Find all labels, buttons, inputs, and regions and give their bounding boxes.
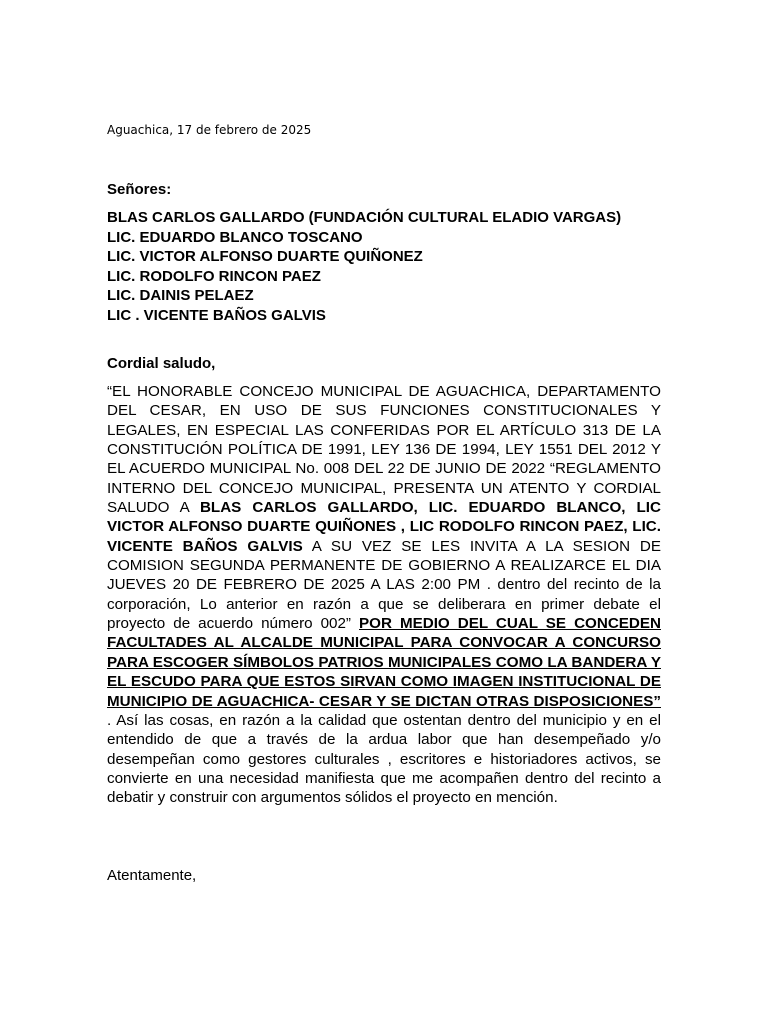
- recipients-list: [107, 208, 661, 325]
- recipient-line: LIC . VICENTE BAÑOS GALVIS: [107, 306, 326, 324]
- body-project-title: POR MEDIO DEL CUAL SE CONCEDEN FACULTADES AL ALCALDE MUNICIPAL PARA CONVOCAR A CONCURSO PARA ESCOGER SÍMBOLOS PATRIOS MUNICIPALES COMO LA BANDERA Y EL ESCUDO PARA QUE ESTOS SIRVAN COMO IMAGEN INSTITUCIONAL DE MUNICIPIO DE AGUACHICA- CESAR Y SE DICTAN OTRAS DISPOSICIONES”: [107, 615, 661, 710]
- recipient-line: LIC. RODOLFO RINCON PAEZ: [107, 267, 321, 285]
- body-intro: “EL HONORABLE CONCEJO MUNICIPAL DE AGUACHICA, DEPARTAMENTO DEL CESAR, EN USO DE SUS FUNCIONES CONSTITUCIONALES Y LEGALES, EN ESPECIAL LAS CONFERIDAS POR EL ARTÍCULO 313 DE LA CONSTITUCIÓN POLÍTICA DE 1991, LEY 136 DE 1994, LEY 1551 DEL 2012 Y EL ACUERDO MUNICIPAL No. 008 DEL 22 DE JUNIO DE 2022 “REGLAMENTO INTERNO DEL CONCEJO MUNICIPAL, PRESENTA UN ATENTO Y CORDIAL SALUDO A: [107, 383, 661, 517]
- recipient-line: BLAS CARLOS GALLARDO (FUNDACIÓN CULTURAL ELADIO VARGAS): [107, 209, 622, 226]
- recipient-line: LIC. EDUARDO BLANCO TOSCANO: [107, 228, 363, 246]
- letter-salutation: Señores:: [107, 181, 172, 198]
- letter-greeting: Cordial saludo,: [107, 355, 216, 372]
- letter-body: [107, 382, 661, 808]
- recipient-line: LIC. DAINIS PELAEZ: [107, 287, 254, 304]
- body-invitee-names: BLAS CARLOS GALLARDO, LIC. EDUARDO BLANCO, LIC VICTOR ALFONSO DUARTE QUIÑONES , LIC RODOLFO RINCON PAEZ, LIC. VICENTE BAÑOS GALVIS: [107, 499, 661, 555]
- letter-closing: Atentamente,: [107, 867, 197, 884]
- recipient-line: LIC. VICTOR ALFONSO DUARTE QUIÑONEZ: [107, 248, 423, 265]
- body-invitation: A SU VEZ SE LES INVITA A LA SESION DE COMISION SEGUNDA PERMANENTE DE GOBIERNO A REALIZARCE EL DIA JUEVES 20 DE FEBRERO DE 2025 A LAS 2:00 PM . dentro del recinto de la corporación, Lo anterior en razón a que se deliberara en primer debate el proyecto de acuerdo número 002”: [107, 537, 661, 633]
- body-closing-text: . Así las cosas, en razón a la calidad que ostentan dentro del municipio y en el entendido de que a través de la ardua labor que han desempeñado y/o desempeñan como gestores culturales , escritores e historiadores activos, se convierte en una necesidad manifiesta que me acompañen dentro del recinto a debatir y construir con argumentos sólidos el proyecto en mención.: [107, 711, 661, 807]
- letter-dateline: Aguachica, 17 de febrero de 2025: [107, 123, 312, 137]
